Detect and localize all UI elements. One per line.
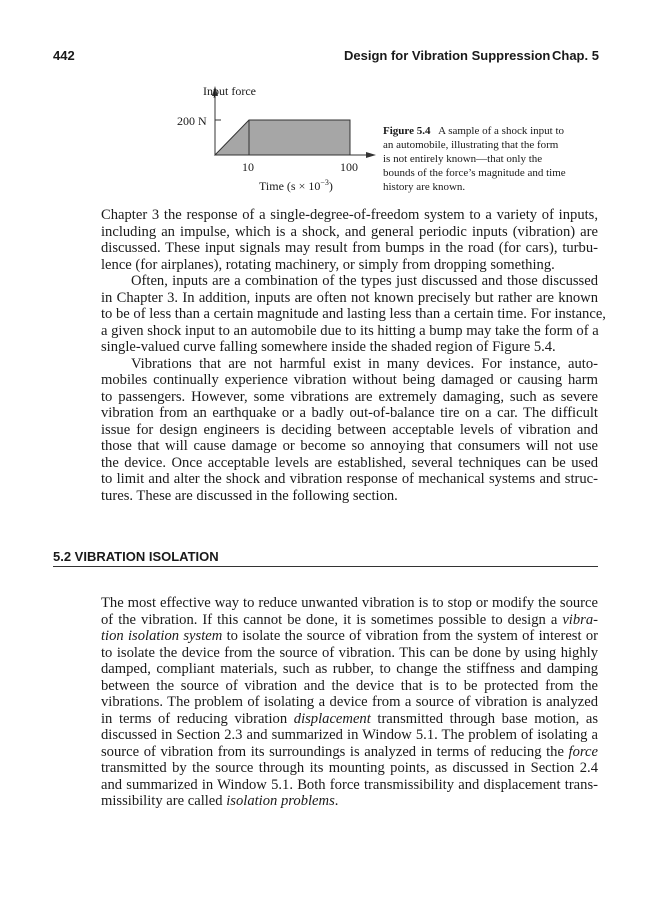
text-line [101,224,598,241]
text-line [101,760,598,777]
text-segment: a given shock input to an automobile due to its hitting a bump may take the form of a [101,322,599,339]
paragraph [101,356,598,505]
text-segment: vibration from an earthquake or a badly out-of-balance tire on a car. The difficult [101,405,598,421]
text-segment: including an impulse, which is a shock, and general periodic inputs (vibration) are [101,223,598,240]
text-line [101,240,598,257]
text-line [101,645,598,662]
caption-line: bounds of the force’s magnitude and time [383,167,566,179]
text-line [101,207,598,224]
text-segment: mobiles continually experience vibration without being damaged or causing harm [101,372,598,388]
text-line [101,694,598,711]
caption-line: is not entirely known—that only the [383,153,543,165]
x-axis-label [259,178,333,194]
running-title: Design for Vibration Suppression [344,48,551,63]
text-line [101,471,598,488]
text-segment: missibility are called [101,793,227,809]
text-line [101,405,598,422]
text-segment: and summarized in Window 5.1. Both force transmissibility and displacement trans- [101,776,598,793]
text-segment: to passengers. However, some vibrations are extremely damaging, such as severe [101,388,598,405]
text-line [101,595,598,612]
paragraph [101,273,606,356]
text-line [101,306,606,323]
text-segment: to isolate the source of vibration from the system of interest or [222,628,598,644]
text-segment: between the source of vibration and the device that is to be protected from the [101,677,598,694]
text-segment: Chapter 3 the response of a single-degree-of-freedom system to a variety of inputs, [101,207,598,223]
emphasized-term: tion isolation system [101,628,223,644]
caption-line: an automobile, illustrating that the form [383,139,559,151]
text-line [101,257,598,274]
text-segment: of the vibration. If this cannot be done, it is sometimes possible to design a [101,611,563,628]
text-segment: single-valued curve falling somewhere inside the shaded region of Figure 5.4. [101,339,556,355]
text-segment: to limit and alter the shock and vibration response of mechanical systems and struc- [101,471,598,487]
text-segment: Vibrations that are not harmful exist in many devices. For instance, auto- [131,355,598,372]
page-number: 442 [53,48,75,63]
text-line [101,372,598,389]
paragraph [101,595,598,810]
text-segment: transmitted by the source through its mounting points, as discussed in Section 2.4 [101,760,598,776]
text-line [101,323,598,340]
text-line [101,488,598,505]
text-segment: source of vibration from its surroundings is analyzed in terms of reducing the [101,743,569,760]
x-axis-label-text: Time (s × 10 [259,179,321,193]
text-line [101,628,598,645]
figure-caption [383,124,603,194]
x-axis-arrow [366,152,376,158]
caption-line: history are known. [383,181,466,193]
text-line [101,339,598,356]
emphasized-term: displacement [293,710,371,727]
text-line [101,744,598,761]
text-line [101,389,598,406]
text-segment: vibrations. The problem of isolating a device from a source of vibration is analyzed [101,694,598,710]
text-segment: in Chapter 3. In addition, inputs are often not known precisely but rather are known [101,289,598,306]
x-axis-exponent: −3 [320,178,329,187]
emphasized-term: isolation problems [226,793,335,809]
text-segment: to be of less than a certain magnitude and lasting less than a certain time. For instance, [101,306,606,322]
text-line [101,678,598,695]
text-line [101,356,598,373]
body-text-intro [101,207,606,504]
text-segment: Often, inputs are a combination of the types just discussed and those discussed [131,273,598,289]
text-line [101,612,598,629]
caption-label: Figure 5.4 [383,125,431,137]
y-tick-label: 200 N [177,114,207,128]
text-line [101,661,598,678]
x-axis-label-close: ) [328,179,333,193]
x-tick-label: 10 [242,160,254,174]
text-line [101,273,598,290]
text-line [101,438,598,455]
paragraph [101,207,598,273]
text-segment: tures. These are discussed in the following section. [101,487,398,504]
section-heading: 5.2 VIBRATION ISOLATION [53,549,598,567]
text-line [101,711,598,728]
text-segment: in terms of reducing vibration [101,710,294,727]
caption-line: A sample of a shock input to [438,125,564,137]
body-text-section [101,595,598,810]
text-segment: discussed. These input signals may result from bumps in the road (for cars), turbu- [101,240,598,256]
shaded-region [215,120,350,155]
text-line [101,290,598,307]
text-segment: those that will cause damage or become so annoying that consumers will not use [101,438,598,454]
text-segment: The most effective way to reduce unwanted vibration is to stop or modify the source [101,595,598,611]
text-line [101,727,598,744]
text-segment: discussed in Section 2.3 and summarized in Window 5.1. The problem of isolating a [101,727,598,743]
text-line [101,422,598,439]
text-segment: the device. Once acceptable levels are established, several techniques can be used [101,454,598,471]
text-segment: . [334,793,339,809]
emphasized-term: force [568,743,598,760]
text-line [101,793,598,810]
text-segment: to isolate the device from the source of vibration. This can be done by using highly [101,644,598,661]
x-tick-label: 100 [340,160,358,174]
text-segment: lence (for airplanes), rotating machinery, or simply from dropping something. [101,256,555,273]
text-segment: issue for design engineers is deciding between acceptable levels of vibration and [101,421,598,438]
y-axis-label: Input force [203,84,256,98]
text-line [101,777,598,794]
text-segment: damped, compliant materials, such as rubber, to change the stiffness and damping [101,661,598,677]
text-segment: transmitted through base motion, as [370,710,599,727]
text-line [101,455,598,472]
emphasized-term: vibra- [562,611,598,628]
chapter-label: Chap. 5 [552,48,599,63]
